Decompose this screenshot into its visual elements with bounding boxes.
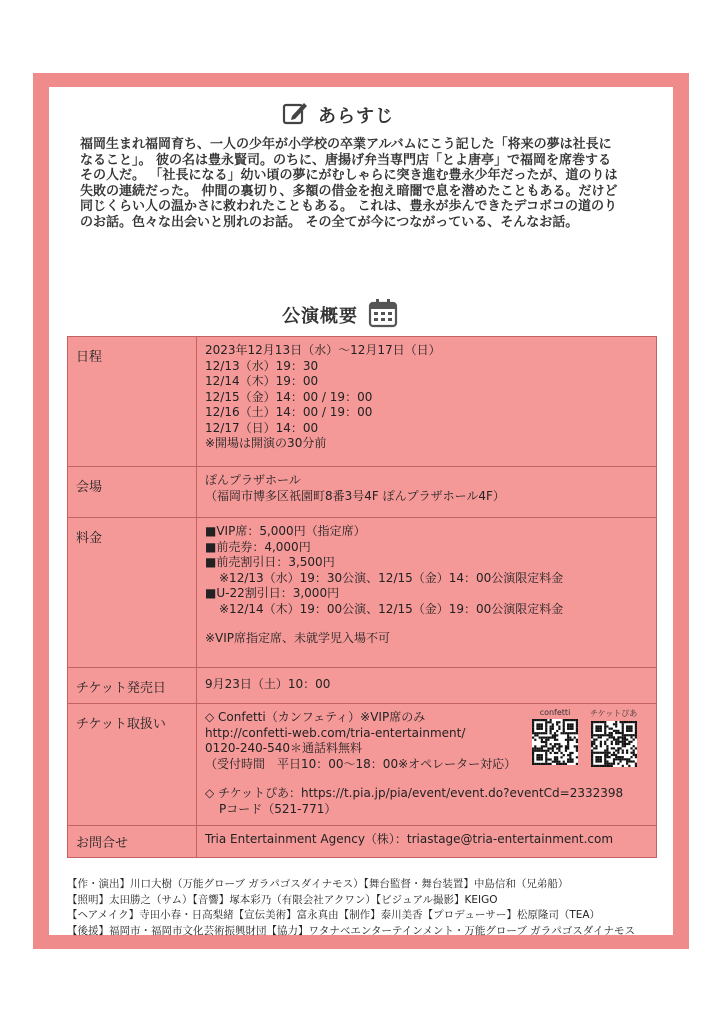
performance-info-table	[67, 336, 657, 858]
outlet-pia-url[interactable]: ◇ チケットぴあ：https://t.pia.jp/pia/event/event.do?eventCd=2332398	[205, 786, 624, 800]
pia-qr	[590, 708, 637, 767]
qr-caption: チケットぴあ	[590, 709, 638, 718]
synopsis-line: のお話。色々な出会いと別れのお話。 その全てが今につながっている、そんなお話。	[80, 214, 579, 230]
venue-value	[197, 467, 657, 518]
venue-name: ぽんプラザホール	[205, 473, 301, 487]
price-line: ■前売券：4,000円	[205, 539, 311, 554]
schedule-line: 2023年12月13日（水）～12月17日（日）	[205, 343, 441, 357]
schedule-label: 日程	[68, 337, 197, 467]
table-row	[68, 668, 657, 704]
venue-address: （福岡市博多区祇園町8番3号4F ぽんプラザホール4F）	[205, 488, 505, 503]
table-row	[68, 518, 657, 668]
synopsis-heading	[282, 100, 394, 130]
synopsis-text	[80, 137, 646, 230]
synopsis-line: 失敗の連続だった。 仲間の裏切り、多額の借金を抱え暗闇で息を潜めたこともある。だけど	[80, 183, 618, 199]
schedule-line: ※開場は開演の30分前	[205, 436, 327, 450]
outlet-confetti-hours: （受付時間 平日10：00～18：00※オペレーター対応）	[205, 756, 517, 771]
schedule-line: 12/14（木）19：00	[205, 374, 319, 388]
contact-value	[197, 826, 657, 858]
sale-value	[197, 668, 657, 704]
schedule-line: 12/17（日）14：00	[205, 420, 319, 435]
credit-line: 【照明】太田勝之（サム）【音響】塚本彩乃（有限会社アクワン）【ビジュアル撮影】KEIGO	[67, 893, 498, 906]
sale-date: 9月23日（土）10：00	[205, 677, 331, 691]
synopsis-line: なること」。 彼の名は豊永賢司。のちに、唐揚げ弁当専門店「とよ唐亭」で福岡を席巻する	[80, 152, 612, 168]
outlet-confetti: ◇ Confetti（カンフェティ）※VIP席のみ	[205, 710, 426, 724]
sale-label: チケット発売日	[68, 668, 197, 704]
credit-line: 【作・演出】川口大樹（万能グローブ ガラパゴスダイナモス）【舞台監督・舞台装置】中島信和（兄弟船）	[67, 878, 569, 890]
price-note: ※12/14（木）19：00公演、12/15（金）19：00公演限定料金	[219, 601, 564, 616]
qr-code-icon	[591, 721, 637, 767]
price-line: ■VIP席：5,000円（指定席）	[205, 524, 366, 538]
synopsis-line: 福岡生まれ福岡育ち、一人の少年が小学校の卒業アルバムにこう記した「将来の夢は社長に	[80, 137, 612, 152]
synopsis-title: あらすじ	[318, 106, 394, 127]
calendar-icon	[368, 298, 398, 332]
outlet-confetti-phone: 0120-240-540＊通話料無料	[205, 741, 363, 755]
table-row	[68, 826, 657, 858]
synopsis-line: その人だ。 「社長になる」幼い頃の夢にがむしゃらに突き進む豊永少年だったが、道のりは	[80, 168, 618, 183]
price-line: ■U-22割引日：3,000円	[205, 586, 340, 600]
synopsis-line: 同じくらい人の温かさに救われたこともある。 これは、豊永が歩んできたデコボコの道のり	[80, 199, 618, 214]
pencil-note-icon	[282, 100, 308, 130]
outlet-confetti-url[interactable]: http://confetti-web.com/tria-entertainment/	[205, 725, 466, 740]
confetti-qr	[532, 708, 578, 765]
table-row	[68, 467, 657, 518]
credit-line: 【ヘアメイク】寺田小春・日高梨緒【宣伝美術】富永真由【制作】泰川美香【プロデューサー】松原隆司（TEA）	[67, 909, 601, 921]
overview-title: 公演概要	[282, 306, 358, 327]
qr-caption: confetti	[539, 708, 571, 717]
schedule-line: 12/16（土）14：00 / 19：00	[205, 405, 373, 419]
contact-label: お問合せ	[68, 826, 197, 858]
credit-line: 【後援】福岡市・福岡市文化芸術振興財団【協力】ワタナベエンターテインメント・万能グローブ ガラパゴスダイナモス	[67, 924, 636, 937]
overview-heading	[282, 298, 398, 332]
price-label: 料金	[68, 518, 197, 668]
schedule-line: 12/15（金）14：00 / 19：00	[205, 389, 373, 404]
outlet-pia-pcode: Pコード（521-771）	[219, 801, 337, 816]
price-note: ※12/13（水）19：30公演、12/15（金）14：00公演限定料金	[219, 570, 564, 585]
price-value	[197, 518, 657, 668]
credits	[67, 877, 667, 939]
contact-email[interactable]: Tria Entertainment Agency（株）：triastage@tria-entertainment.com	[205, 832, 614, 846]
table-row	[68, 337, 657, 467]
table-row	[68, 704, 657, 826]
venue-label: 会場	[68, 467, 197, 518]
outlets-label: チケット取扱い	[68, 704, 197, 826]
schedule-line: 12/13（水）19：30	[205, 358, 319, 373]
price-note: ※VIP席指定席、未就学児入場不可	[205, 631, 391, 645]
qr-code-icon	[532, 719, 578, 765]
outlets-value	[197, 704, 657, 826]
price-line: ■前売割引日：3,500円	[205, 555, 335, 569]
schedule-value	[197, 337, 657, 467]
